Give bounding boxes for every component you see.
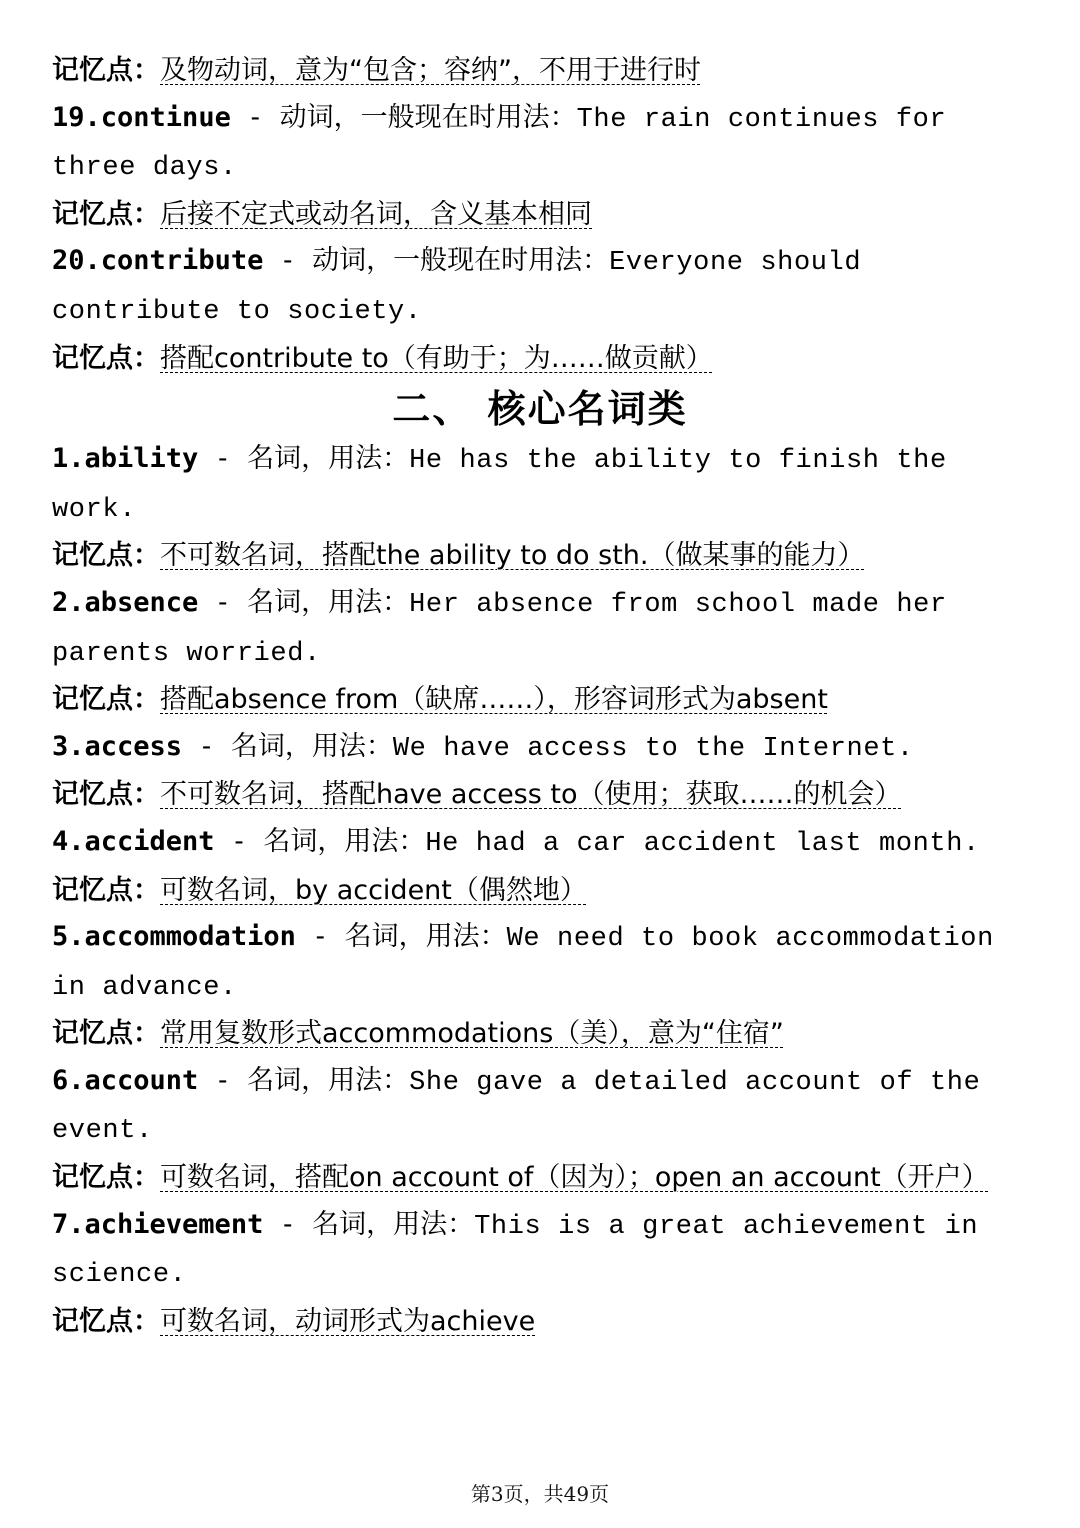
entry-number: 19. (52, 101, 101, 133)
memory-point (52, 1011, 1028, 1058)
separator: - (263, 1208, 313, 1240)
separator: - (182, 730, 231, 762)
memory-point-label: 记忆点： (52, 1018, 160, 1050)
separator: - (263, 245, 313, 277)
memory-point-text: 可数名词，by accident（偶然地） (160, 874, 587, 906)
entry-number: 7. (52, 1208, 85, 1240)
headword: achievement (84, 1208, 264, 1240)
memory-point (52, 868, 1028, 915)
entry-number: 2. (52, 586, 85, 618)
entry-line (52, 238, 1028, 335)
memory-point (52, 677, 1028, 724)
example-sentence: He had a car accident last month. (425, 828, 980, 859)
entry-number: 20. (52, 245, 101, 277)
section-heading: 二、 核心名词类 (392, 387, 688, 432)
example-sentence: Everyone should contribute to society. (52, 248, 862, 327)
part-of-speech: 名词，用法： (247, 443, 410, 475)
separator: - (198, 586, 248, 618)
memory-point (52, 192, 1028, 239)
separator: - (198, 443, 248, 475)
vocab-entry-access (52, 724, 1028, 819)
entry-line (52, 1058, 1028, 1155)
example-sentence: We have access to the Internet. (392, 733, 914, 764)
entry-line (52, 724, 1028, 773)
example-sentence: We need to book accommodation in advance. (52, 924, 994, 1003)
memory-point (52, 533, 1028, 580)
memory-point-text: 不可数名词，搭配have access to（使用；获取……的机会） (160, 779, 902, 811)
entry-line (52, 1202, 1028, 1299)
part-of-speech: 名词，用法： (230, 730, 393, 762)
vocab-entry-achievement (52, 1202, 1028, 1346)
part-of-speech: 动词，一般现在时用法： (279, 101, 577, 133)
page-footer: 第3页，共49页 (470, 1482, 610, 1506)
memory-point-text: 常用复数形式accommodations（美），意为“住宿” (160, 1018, 784, 1050)
memory-point-text: 及物动词，意为“包含；容纳”，不用于进行时 (160, 55, 701, 86)
separator: - (198, 1064, 248, 1096)
separator: - (214, 825, 264, 857)
entry-line (52, 580, 1028, 677)
entry-number: 6. (52, 1064, 85, 1096)
memory-point-text: 搭配absence from（缺席……），形容词形式为absent (160, 684, 828, 716)
entry-line (52, 95, 1028, 192)
entry-line (52, 819, 1028, 868)
vocab-entry-account (52, 1058, 1028, 1202)
headword: continue (100, 101, 231, 133)
memory-point-label: 记忆点： (52, 874, 160, 906)
entry-number: 5. (52, 921, 85, 953)
headword: accident (84, 825, 215, 857)
example-sentence: She gave a detailed account of the event. (52, 1067, 981, 1147)
headword: account (84, 1064, 199, 1096)
memory-point-label: 记忆点： (52, 198, 160, 230)
separator: - (295, 921, 345, 953)
part-of-speech: 名词，用法： (247, 586, 410, 618)
memory-point-label: 记忆点： (52, 540, 160, 572)
entry-number: 4. (52, 825, 85, 857)
memory-point (52, 48, 1028, 95)
vocab-entry-accident (52, 819, 1028, 914)
memory-point-text: 不可数名词，搭配the ability to do sth.（做某事的能力） (160, 540, 865, 572)
part-of-speech: 名词，用法： (247, 1064, 410, 1096)
entry-line (52, 914, 1028, 1011)
memory-point-label: 记忆点： (52, 1305, 160, 1337)
example-sentence: Her absence from school made her parents worried. (52, 589, 947, 669)
example-sentence: This is a great achievement in science. (52, 1211, 979, 1291)
vocab-entry-continue (52, 95, 1028, 239)
memory-point-label: 记忆点： (52, 684, 160, 716)
memory-point-label: 记忆点： (52, 1162, 160, 1194)
memory-point-label: 记忆点： (52, 342, 160, 374)
part-of-speech: 名词，用法： (312, 1208, 475, 1240)
part-of-speech: 名词，用法： (263, 825, 426, 857)
part-of-speech: 动词，一般现在时用法： (312, 245, 610, 277)
example-sentence: He has the ability to finish the work. (52, 446, 947, 525)
headword: access (84, 730, 183, 762)
memory-point (52, 772, 1028, 819)
memory-point (52, 336, 1028, 383)
entry-number: 3. (52, 730, 85, 762)
memory-point-text: 后接不定式或动名词，含义基本相同 (160, 198, 592, 230)
vocab-entry-contribute (52, 238, 1028, 382)
headword: ability (84, 443, 199, 475)
memory-point (52, 1299, 1028, 1346)
example-sentence: The rain continues for three days. (52, 104, 947, 184)
vocab-entry-accommodation (52, 914, 1028, 1058)
memory-point-text: 搭配contribute to（有助于；为……做贡献） (160, 342, 713, 374)
memory-point-label: 记忆点： (52, 55, 160, 86)
memory-point (52, 1155, 1028, 1202)
headword: accommodation (84, 921, 296, 953)
memory-point-text: 可数名词，搭配on account of（因为）；open an account（开户） (160, 1162, 989, 1194)
entry-number: 1. (52, 443, 85, 475)
entry-line (52, 436, 1028, 533)
vocab-entry-contain-memo (52, 48, 1028, 95)
vocab-entry-ability (52, 436, 1028, 580)
vocab-entry-absence (52, 580, 1028, 724)
headword: absence (84, 586, 199, 618)
separator: - (230, 101, 280, 133)
memory-point-label: 记忆点： (52, 779, 160, 811)
headword: contribute (100, 245, 264, 277)
memory-point-text: 可数名词，动词形式为achieve (160, 1305, 536, 1337)
part-of-speech: 名词，用法： (344, 921, 507, 953)
